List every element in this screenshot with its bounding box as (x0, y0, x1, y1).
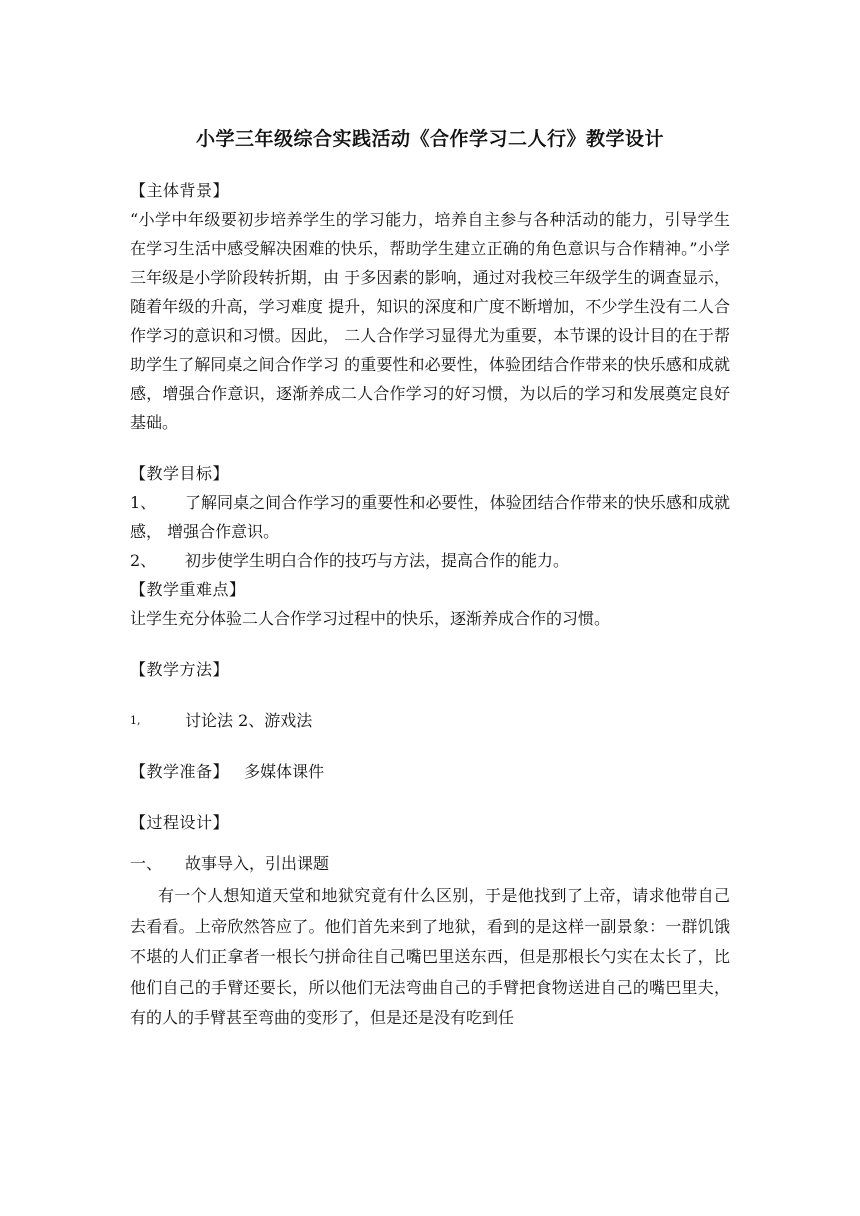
methods-line (130, 706, 730, 735)
difficulty-heading: 【教学重难点】 (130, 580, 246, 599)
document-body (130, 176, 730, 1034)
process-step-number: 一、 (130, 854, 163, 873)
process-heading: 【过程设计】 (130, 813, 230, 832)
background-text: “小学中年级要初步培养学生的学习能力，培养自主参与各种活动的能力，引导学生在学习生活中感受解决困难的快乐，帮助学生建立正确的角色意识与合作精神。”小学三年级是小学阶段转折期，由 于多因素的影响，通过对我校三年级学生的调查显示，随着年级的升高，学习难度 提升，知识的深度和广度不断增加，不少学生没有二人合作学习的意识和习惯。因此， 二人合作学习显得尤为重要，本节课的设计目的在于帮助学生了解同桌之间合作学习 的重要性和必要性，体验团结合作带来的快乐感和成就感，增强合作意识，逐渐养成二人合作学习的好习惯，为以后的学习和发展奠定良好基础。 (130, 210, 730, 432)
background-heading: 【主体背景】 (130, 181, 230, 200)
difficulty-text: 让学生充分体验二人合作学习过程中的快乐，逐渐养成合作的习惯。 (130, 609, 611, 628)
goal-item-2 (130, 546, 730, 575)
story-text: 有一个人想知道天堂和地狱究竟有什么区别，于是他找到了上帝，请求他带自己 去看看。上帝欣然答应了。他们首先来到了地狱，看到的是这样一副景象：一群饥饿 不堪的人们正拿者一根长勺拼命往自己嘴巴里送东西，但是那根长勺实在太长了，比 他们自己的手臂还要长，所以他们无法弯曲自己的手臂把食物送进自己的嘴巴里夫， 有的人的手臂甚至弯曲的变形了，但是还是没有吃到任 (130, 886, 730, 1027)
methods-heading: 【教学方法】 (130, 660, 230, 679)
methods-number: 1, (130, 714, 141, 727)
prep-text: 多媒体课件 (244, 762, 325, 781)
methods-text: 讨论法 2、游戏法 (185, 711, 313, 730)
process-step-title: 故事导入，引出课题 (185, 854, 330, 873)
goals-heading: 【教学目标】 (130, 464, 230, 483)
goal-item-number: 2、 (130, 551, 157, 570)
goal-item-number: 1、 (130, 493, 157, 512)
document-title: 小学三年级综合实践活动《合作学习二人行》教学设计 (195, 128, 664, 150)
goal-item-text: 初步使学生明白合作的技巧与方法，提高合作的能力。 (185, 551, 570, 570)
prep-heading: 【教学准备】 (130, 762, 230, 781)
goal-item-text: 了解同桌之间合作学习的重要性和必要性，体验团结合作带来的快乐感和成就感， 增强合作意识。 (130, 493, 730, 541)
prep-line (130, 757, 730, 786)
process-step-1 (130, 849, 730, 878)
goal-item-1-text-wrapper (130, 488, 730, 546)
